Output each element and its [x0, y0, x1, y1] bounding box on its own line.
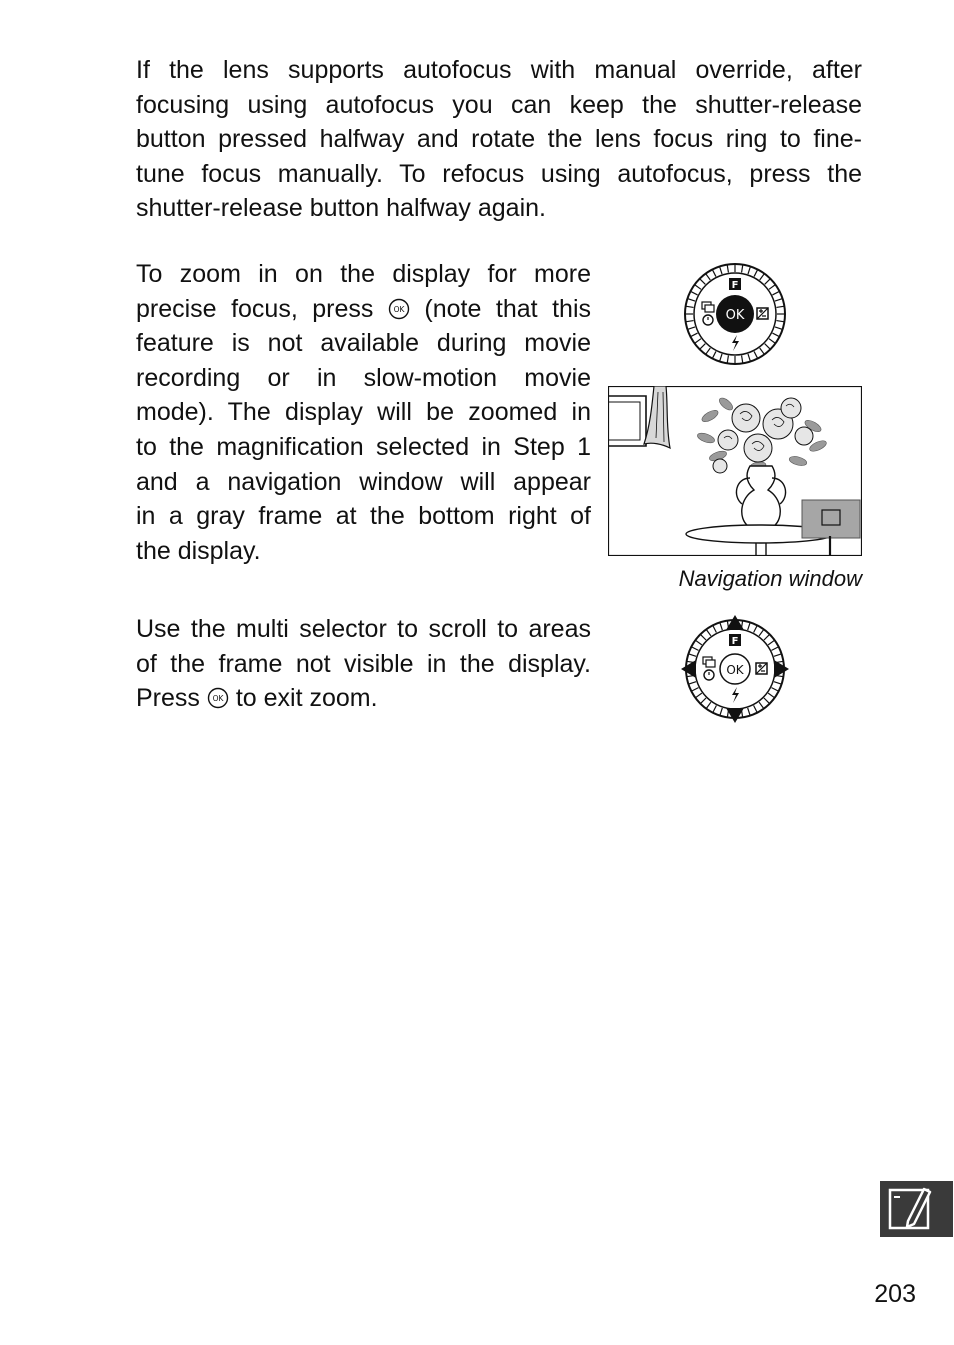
dial-tick — [765, 279, 771, 285]
dial-tick — [760, 348, 765, 354]
dial-tick — [776, 321, 784, 322]
dial-tick — [720, 266, 722, 274]
dial-tick — [713, 625, 717, 632]
dial-tick — [700, 344, 706, 350]
dial-tick — [687, 327, 695, 329]
dial-tick — [700, 279, 706, 285]
dial-tick — [695, 693, 701, 698]
dial-tick — [695, 640, 701, 645]
svg-text:F: F — [731, 636, 739, 647]
text-segment: to exit zoom. — [235, 684, 378, 713]
dial-tick — [695, 339, 701, 344]
intro-paragraph — [136, 53, 862, 226]
dial-tick — [706, 702, 711, 708]
pencil-tab-icon — [880, 1181, 953, 1237]
dial-tick — [754, 351, 758, 358]
zoomed-display-illustration — [608, 386, 862, 556]
svg-text:OK: OK — [212, 694, 224, 704]
dial-tick — [706, 274, 711, 280]
text-line: of the frame not visible in the display. — [136, 649, 591, 678]
text-line: feature is not available during movie — [136, 329, 591, 358]
navigation-window-caption: Navigation window — [678, 566, 862, 591]
dial-tick — [754, 706, 758, 713]
text-line: shutter-release button halfway again. — [136, 194, 546, 223]
dial-tick — [768, 640, 774, 645]
text-line: recording or in slow-motion movie — [136, 363, 591, 392]
scroll-paragraph — [136, 612, 591, 716]
dial-tick — [720, 354, 722, 362]
text-line — [136, 681, 591, 716]
dial-tick — [688, 654, 696, 656]
text-segment: precise focus, press — [136, 294, 374, 323]
dial-tick — [759, 629, 764, 635]
dial-tick — [691, 647, 698, 651]
text-segment: Press — [136, 684, 200, 713]
dial-tick — [691, 688, 698, 692]
text-line: and a navigation window will appear — [136, 467, 591, 496]
text-line: focusing using autofocus you can keep the shutter-release — [136, 90, 862, 119]
ok-button-icon — [207, 687, 229, 709]
dial-tick — [742, 355, 743, 363]
dial-tick — [772, 333, 779, 337]
dial-tick — [706, 348, 711, 354]
dial-tick — [748, 708, 750, 716]
dial-tick — [700, 698, 706, 704]
dial-tick — [690, 333, 697, 337]
dial-tick — [768, 693, 774, 698]
dial-tick — [686, 321, 694, 322]
svg-text:OK: OK — [726, 663, 744, 677]
text-line: To zoom in on the display for more — [136, 260, 591, 288]
ok-button-icon — [388, 298, 410, 320]
text-line — [136, 292, 591, 327]
dial-tick — [764, 698, 770, 704]
dial-tick — [700, 634, 706, 640]
dial-tick — [690, 291, 697, 295]
text-segment: (note that this — [424, 294, 591, 323]
dial-tick — [764, 634, 770, 640]
dial-tick — [776, 306, 784, 307]
svg-text:OK: OK — [393, 304, 405, 314]
dial-tick — [720, 622, 722, 630]
dial-tick — [775, 299, 783, 301]
zoom-paragraph — [136, 257, 591, 568]
dial-tick — [713, 706, 717, 713]
dial-tick — [760, 274, 765, 280]
dial-tick — [754, 269, 758, 276]
dial-tick — [759, 702, 764, 708]
page-number: 203 — [874, 1280, 916, 1308]
svg-text:F: F — [731, 280, 739, 291]
dial-tick — [772, 647, 779, 651]
dial-tick — [765, 344, 771, 350]
dial-tick — [774, 654, 782, 656]
dial-tick — [727, 265, 728, 273]
dial-tick — [775, 327, 783, 329]
text-line: tune focus manually. To refocus using autofocus, press the — [136, 159, 862, 188]
text-line: If the lens supports autofocus with manual override, after — [136, 56, 862, 84]
dial-tick — [712, 351, 716, 358]
dial-tick — [769, 339, 775, 344]
multi-selector-ok-pressed-icon — [683, 262, 787, 366]
dial-tick — [774, 682, 782, 684]
text-line: in a gray frame at the bottom right of — [136, 502, 591, 531]
dial-tick — [769, 285, 775, 290]
dial-tick — [748, 354, 750, 362]
svg-text:OK: OK — [725, 308, 745, 323]
dial-tick — [748, 622, 750, 630]
dial-tick — [754, 625, 758, 632]
dial-tick — [695, 285, 701, 290]
dial-tick — [712, 269, 716, 276]
dial-tick — [727, 355, 728, 363]
dial-tick — [742, 265, 743, 273]
dial-tick — [720, 708, 722, 716]
text-line: to the magnification selected in Step 1 — [136, 432, 591, 461]
dial-tick — [688, 682, 696, 684]
dial-tick — [772, 291, 779, 295]
text-line: mode). The display will be zoomed in — [136, 398, 591, 427]
dial-tick — [687, 299, 695, 301]
dial-tick — [772, 688, 779, 692]
text-line: the display. — [136, 536, 261, 565]
text-line: button pressed halfway and rotate the lens focus ring to fine- — [136, 125, 862, 154]
text-line: Use the multi selector to scroll to areas — [136, 615, 591, 643]
multi-selector-arrows-icon — [680, 614, 790, 724]
dial-tick — [706, 629, 711, 635]
dial-tick — [686, 306, 694, 307]
dial-tick — [748, 266, 750, 274]
